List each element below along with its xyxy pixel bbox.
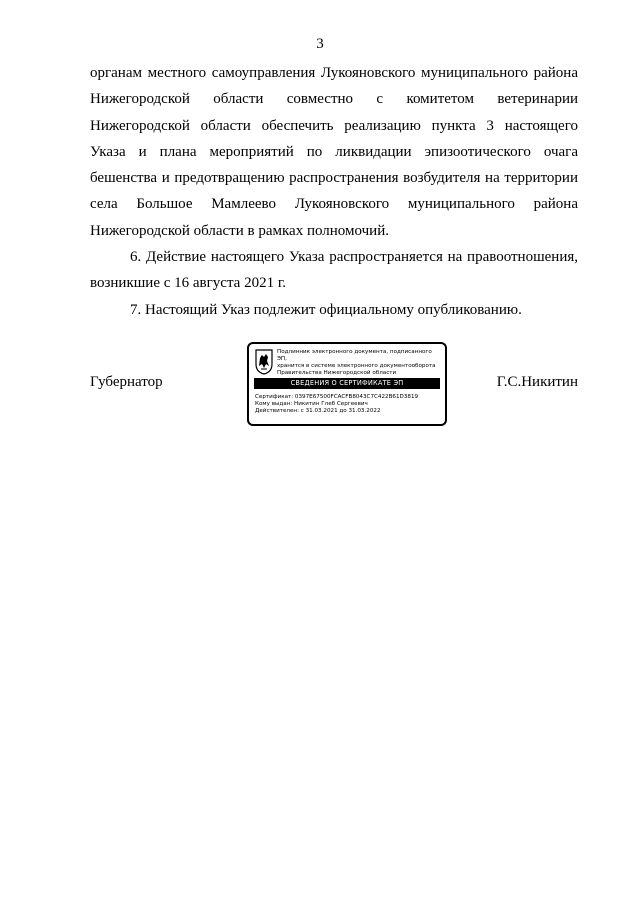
- paragraph-7: [90, 297, 578, 323]
- stamp-header-line: хранится в системе электронного документооборота: [277, 363, 436, 369]
- signatory-title: Губернатор: [90, 374, 163, 390]
- body-line: бешенства и предотвращению распространения возбудителя на территории: [90, 170, 578, 187]
- body-line: села Большое Мамлеево Лукояновского муниципального района: [90, 196, 578, 213]
- certificate-validity: Действителен: с 31.03.2021 до 31.03.2022: [255, 408, 381, 414]
- certificate-owner: Кому выдан: Никитин Глеб Сергеевич: [255, 401, 368, 407]
- stamp-header-line: Правительства Нижегородской области: [277, 370, 397, 376]
- paragraph-5-continuation: [90, 60, 578, 244]
- stamp-header-line: Подлинник электронного документа, подписанного ЭП,: [277, 349, 432, 362]
- body-line: органам местного самоуправления Лукояновского муниципального района: [90, 65, 578, 81]
- signatory-name: Г.С.Никитин: [496, 374, 578, 390]
- body-line: Нижегородской области совместно с комитетом ветеринарии: [90, 91, 578, 108]
- body-line: Нижегородской области обеспечить реализацию пункта 3 настоящего: [90, 117, 578, 134]
- stamp-details: [255, 394, 441, 415]
- certificate-number: Сертификат: 0397E67500FCACFB8043C7C422B61D3819: [255, 394, 419, 400]
- stamp-banner: СВЕДЕНИЯ О СЕРТИФИКАТЕ ЭП: [254, 378, 440, 389]
- body-line: 7. Настоящий Указ подлежит официальному опубликованию.: [130, 301, 522, 318]
- page-number: 3: [316, 36, 324, 52]
- body-line: возникшие с 16 августа 2021 г.: [90, 275, 287, 292]
- nizhny-novgorod-coat-of-arms-icon: [255, 349, 273, 375]
- body-line: Указа и плана мероприятий по ликвидации эпизоотического очага: [90, 143, 578, 160]
- body-line: 6. Действие настоящего Указа распространяется на правоотношения,: [130, 249, 578, 266]
- electronic-signature-stamp: [247, 342, 447, 426]
- stamp-header: [277, 349, 443, 377]
- body-line: Нижегородской области в рамках полномочий.: [90, 222, 389, 239]
- document-body: [90, 60, 578, 323]
- paragraph-6: [90, 244, 578, 297]
